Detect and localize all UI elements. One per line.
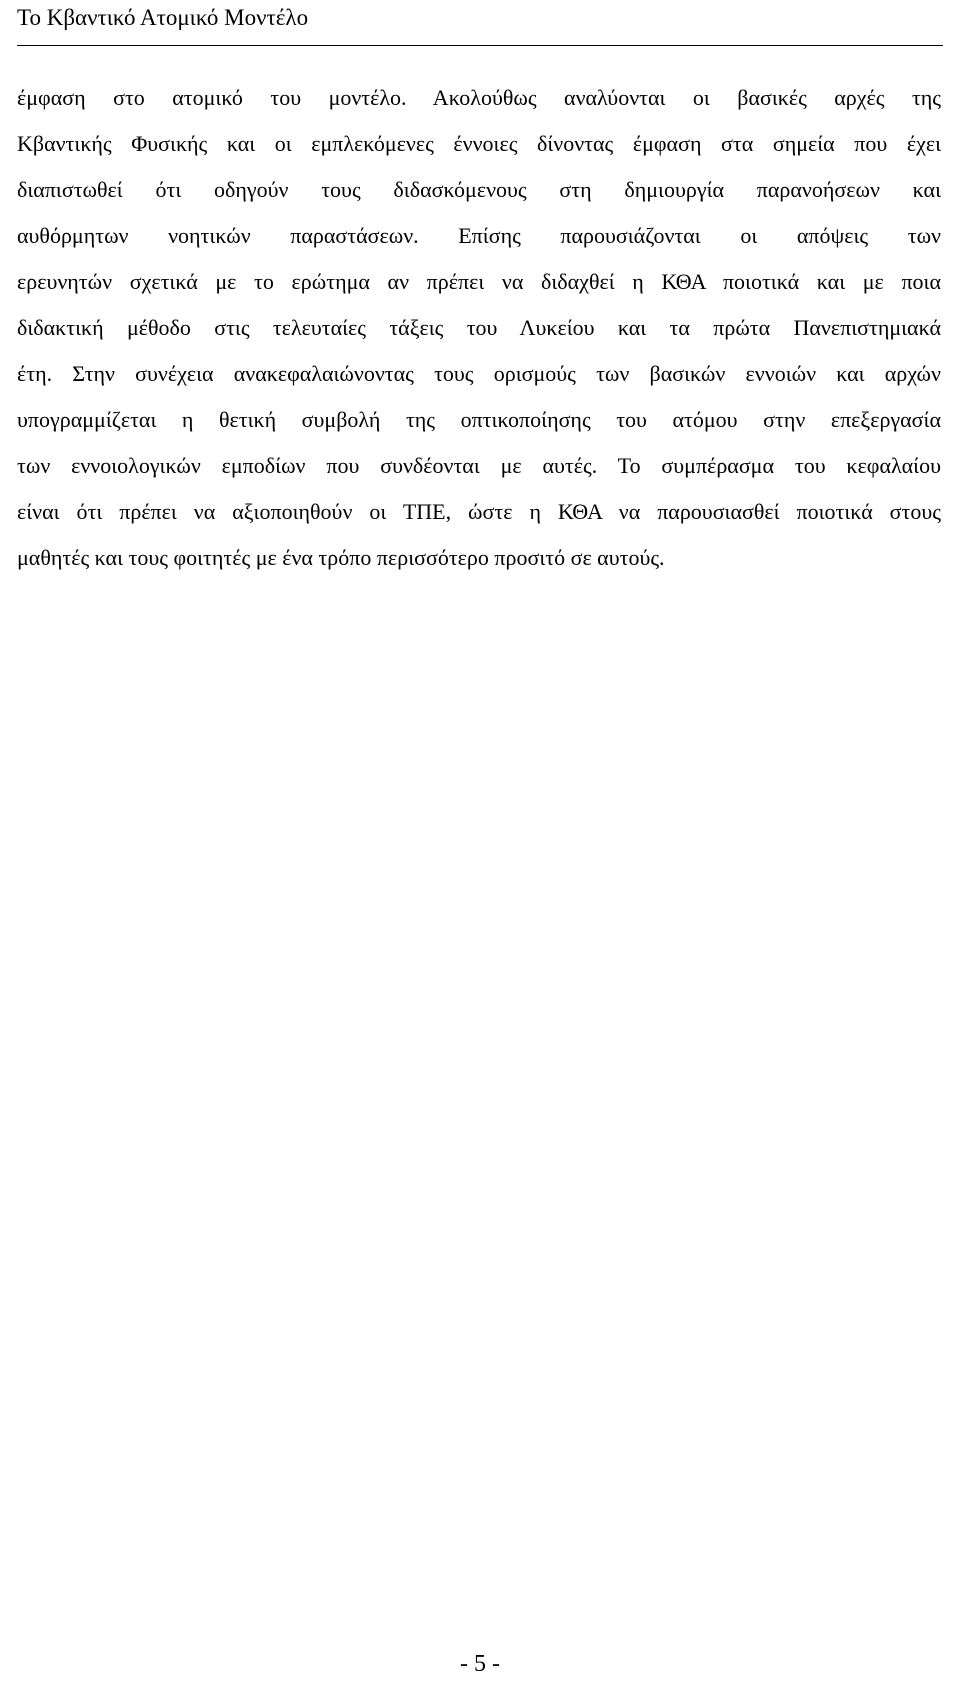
text-line: διδακτική μέθοδο στις τελευταίες τάξεις του Λυκείου και τα πρώτα Πανεπιστημιακά <box>17 315 941 340</box>
text-line: είναι ότι πρέπει να αξιοποιηθούν οι ΤΠΕ, ώστε η ΚΘΑ να παρουσιασθεί ποιοτικά στους <box>17 499 941 524</box>
text-line: ερευνητών σχετικά με το ερώτημα αν πρέπει να διδαχθεί η ΚΘΑ ποιοτικά και με ποια <box>17 269 941 294</box>
text-line: μαθητές και τους φοιτητές με ένα τρόπο περισσότερο προσιτό σε αυτούς. <box>17 545 665 570</box>
body-paragraph <box>17 75 941 581</box>
text-line: Κβαντικής Φυσικής και οι εμπλεκόμενες έννοιες δίνοντας έμφαση στα σημεία που έχει <box>17 131 941 156</box>
text-line: αυθόρμητων νοητικών παραστάσεων. Επίσης παρουσιάζονται οι απόψεις των <box>17 223 941 248</box>
page-number: - 5 - <box>460 1651 500 1677</box>
running-header <box>17 2 943 46</box>
text-line: υπογραμμίζεται η θετική συμβολή της οπτικοποίησης του ατόμου στην επεξεργασία <box>17 407 941 432</box>
text-line: των εννοιολογικών εμποδίων που συνδέονται με αυτές. Το συμπέρασμα του κεφαλαίου <box>17 453 941 478</box>
header-title: Το Κβαντικό Ατομικό Μοντέλο <box>17 5 309 30</box>
text-line: διαπιστωθεί ότι οδηγούν τους διδασκόμενους στη δημιουργία παρανοήσεων και <box>17 177 941 202</box>
text-line: έτη. Στην συνέχεια ανακεφαλαιώνοντας τους ορισμούς των βασικών εννοιών και αρχών <box>17 361 941 386</box>
text-line: έμφαση στο ατομικό του μοντέλο. Ακολούθως αναλύονται οι βασικές αρχές της <box>17 85 941 110</box>
